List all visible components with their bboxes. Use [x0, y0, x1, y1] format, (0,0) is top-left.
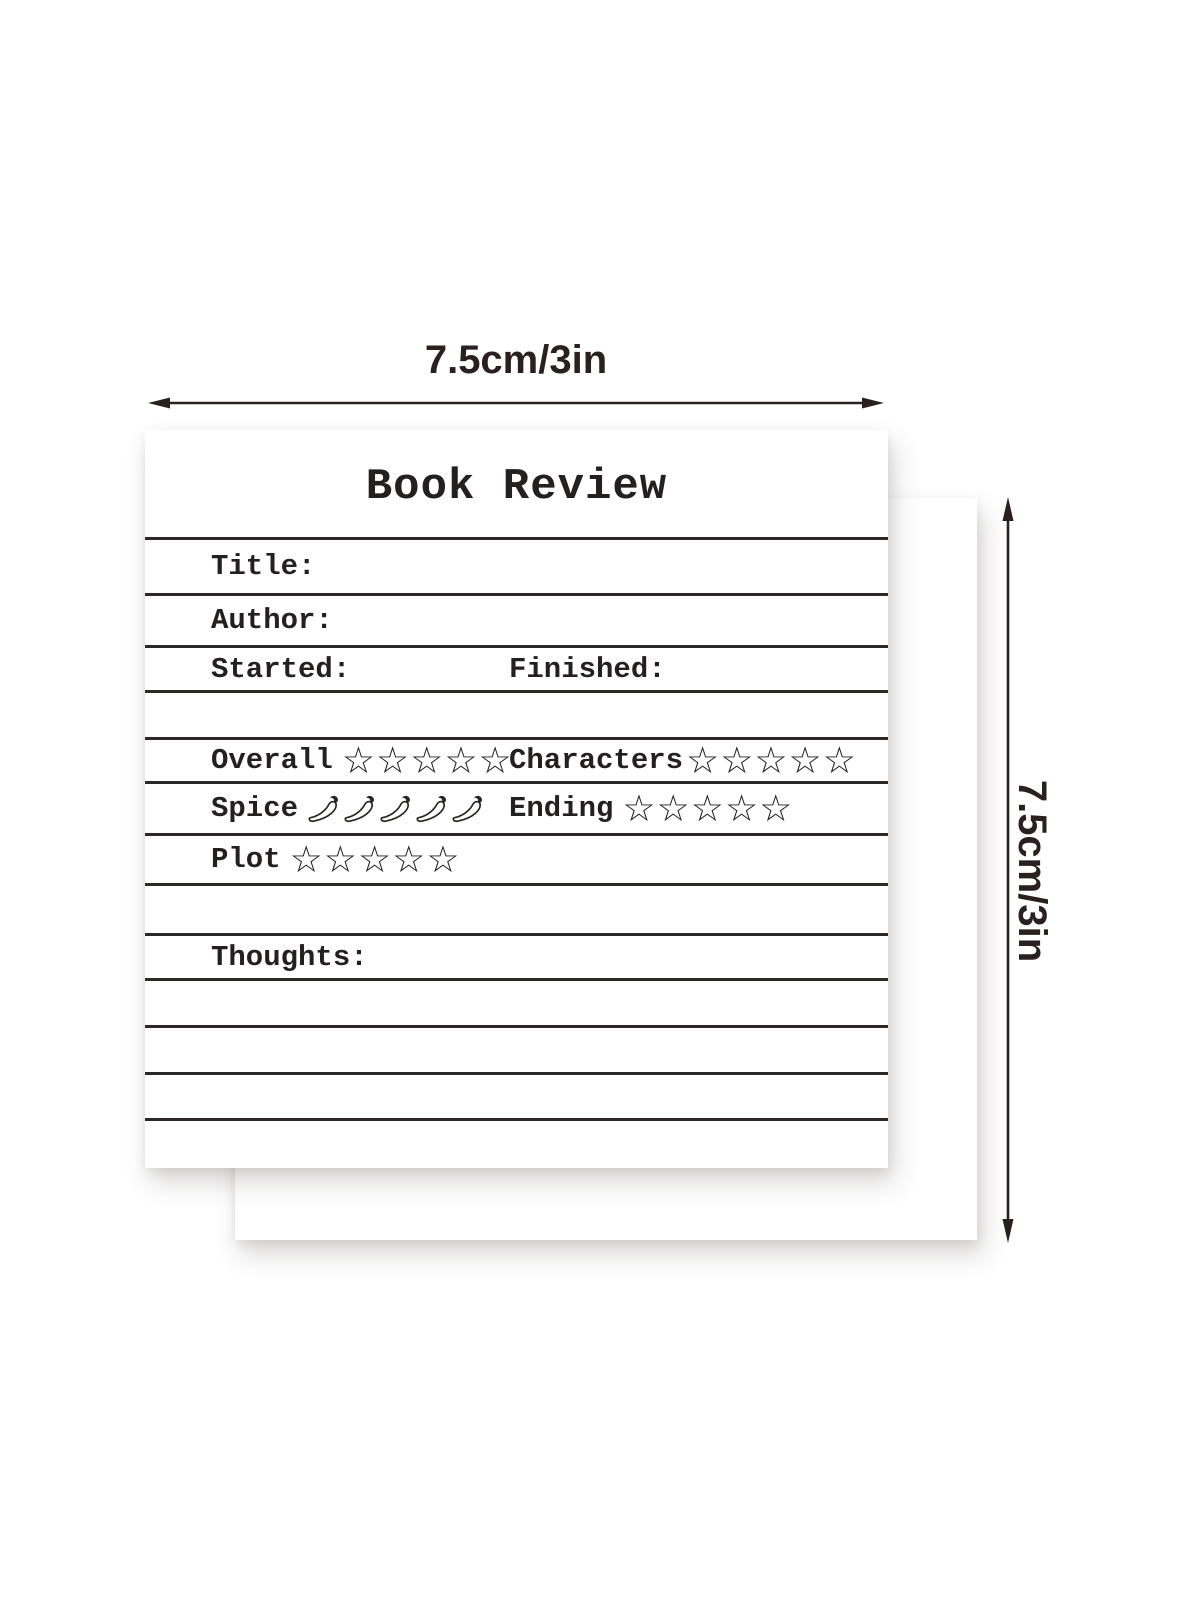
chili-icon: [415, 793, 450, 824]
star-icon: ☆: [410, 739, 444, 782]
star-icon: ☆: [392, 838, 426, 881]
width-arrow-icon: [148, 394, 884, 412]
chili-icon: [307, 793, 342, 824]
spice-rating-icons: [307, 793, 486, 824]
star-icon: ☆: [822, 739, 856, 782]
field-label-thoughts: Thoughts:: [211, 940, 368, 974]
spice-rating: [211, 792, 509, 825]
rating-label-characters: Characters: [509, 744, 684, 777]
field-label-finished: Finished:: [509, 652, 666, 686]
star-icon: ☆: [376, 739, 410, 782]
star-icon: ☆: [444, 739, 478, 782]
plot-row: [145, 836, 888, 886]
star-icon: ☆: [690, 787, 724, 830]
ending-rating: [509, 787, 793, 830]
thoughts-row: [145, 936, 888, 981]
star-icon: ☆: [622, 787, 656, 830]
plot-rating: [211, 838, 460, 881]
height-dimension-label: 7.5cm/3in: [1010, 779, 1054, 963]
star-icon: ☆: [754, 739, 788, 782]
blank-ruled-line: [145, 981, 888, 1028]
rating-label-plot: Plot: [211, 843, 281, 876]
star-icon: ☆: [323, 838, 357, 881]
star-icon: ☆: [656, 787, 690, 830]
star-icon: ☆: [724, 787, 759, 830]
star-icon: ☆: [759, 787, 793, 830]
blank-ruled-line: [145, 1121, 888, 1168]
rating-label-ending: Ending: [509, 792, 614, 825]
star-icon: ☆: [426, 838, 460, 881]
star-icon: ☆: [686, 739, 720, 782]
characters-rating-icons: [686, 739, 856, 782]
overall-rating-icons: [341, 739, 512, 782]
author-row: [145, 596, 888, 648]
card-title: Book Review: [365, 461, 668, 512]
card-header: [145, 430, 888, 540]
overall-characters-row: [145, 740, 888, 784]
chili-icon: [379, 793, 414, 824]
characters-rating: [509, 739, 856, 782]
dates-row: [145, 648, 888, 693]
star-icon: ☆: [720, 739, 754, 782]
blank-ruled-line: [145, 1028, 888, 1075]
overall-rating: [211, 739, 512, 782]
spice-ending-row: [145, 784, 888, 836]
field-label-title: Title:: [211, 550, 316, 583]
star-icon: ☆: [341, 739, 375, 782]
field-label-started: Started:: [211, 652, 351, 686]
star-icon: ☆: [289, 838, 323, 881]
star-icon: ☆: [788, 739, 822, 782]
chili-icon: [343, 793, 378, 824]
chili-icon: [451, 793, 486, 824]
blank-ruled-line: [145, 886, 888, 936]
rating-label-overall: Overall: [211, 744, 333, 777]
blank-ruled-line: [145, 693, 888, 740]
ending-rating-icons: [622, 787, 793, 830]
review-card: [145, 430, 888, 1168]
rating-label-spice: Spice: [211, 792, 299, 825]
title-row: [145, 540, 888, 596]
star-icon: ☆: [357, 838, 392, 881]
blank-ruled-line: [145, 1075, 888, 1121]
width-dimension-label: 7.5cm/3in: [424, 338, 608, 382]
plot-rating-icons: [289, 838, 460, 881]
field-label-author: Author:: [211, 604, 333, 637]
star-icon: ☆: [478, 739, 512, 782]
